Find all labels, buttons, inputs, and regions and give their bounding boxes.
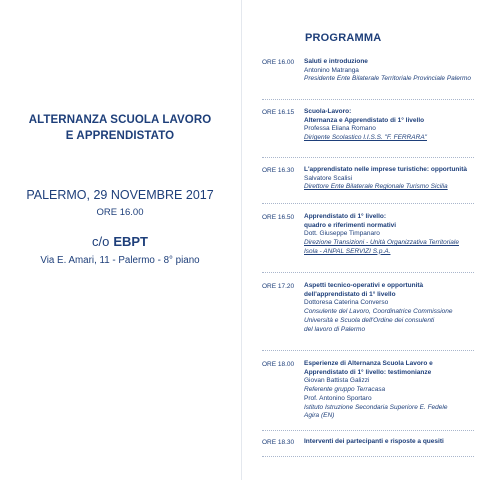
event-title-line-2: E APPRENDISTATO xyxy=(65,130,175,142)
session-body xyxy=(304,360,479,421)
session-title: Scuola-Lavoro: xyxy=(304,108,352,115)
program-heading: PROGRAMMA xyxy=(305,32,382,44)
session-time: ORE 16.50 xyxy=(262,214,295,221)
event-title-line-1: ALTERNANZA SCUOLA LAVORO xyxy=(28,114,212,126)
speaker-role: del lavoro di Palermo xyxy=(304,325,366,333)
session-divider xyxy=(262,350,474,351)
speaker-role: Isola - ANPAL SERVIZI S.p.A. xyxy=(304,247,391,255)
speaker-role: Presidente Ente Bilaterale Territoriale Provinciale Palermo xyxy=(304,75,472,83)
session-title: dell'apprendistato di 1° livello xyxy=(304,290,396,298)
session-time: ORE 18.00 xyxy=(262,361,295,368)
speaker-role: Dirigente Scolastico I.I.S.S. "F. FERRARA" xyxy=(304,134,427,142)
session-time: ORE 17.20 xyxy=(262,283,295,290)
speaker-name: Dottoresa Caterina Converso xyxy=(304,299,389,307)
session-divider xyxy=(262,99,474,100)
speaker-role: Università e Scuola dell'Ordine dei consulenti xyxy=(304,316,435,324)
speaker-name: Salvatore Scalisi xyxy=(304,174,353,182)
venue xyxy=(0,234,240,249)
session-title: Apprendistato di 1° livello: testimonianze xyxy=(304,368,432,376)
session-divider xyxy=(262,157,474,158)
session-divider xyxy=(262,430,474,431)
session-title: quadro e riferimenti normativi xyxy=(304,221,397,229)
session-divider xyxy=(262,272,474,273)
fold-divider xyxy=(241,0,242,480)
event-date: PALERMO, 29 NOVEMBRE 2017 xyxy=(26,188,214,202)
session-body xyxy=(304,282,479,334)
cover-panel xyxy=(0,0,240,480)
speaker-role: Agira (EN) xyxy=(304,412,335,420)
session-title: Apprendistato di 1° livello: xyxy=(304,213,387,220)
speaker-name: Giovan Battista Galizzi xyxy=(304,377,370,385)
session-divider xyxy=(262,203,474,204)
session-time: ORE 18.30 xyxy=(262,439,295,446)
speaker-name: Professa Eliana Romano xyxy=(304,125,376,133)
session-body xyxy=(304,166,479,192)
speaker-role: Consulente del Lavoro, Coordinatrice Commissione xyxy=(304,308,453,316)
session-title: Alternanza e Apprendistato di 1° livello xyxy=(304,116,425,124)
session-time: ORE 16.00 xyxy=(262,59,295,66)
speaker-role: Direzione Transizioni - Unità Organizzativa Territoriale xyxy=(304,239,459,247)
speaker-role: Direttore Ente Bilaterale Regionale Turismo Sicilia xyxy=(304,183,448,191)
session-title: Aspetti tecnico-operativi e opportunità xyxy=(304,282,424,289)
session-title: Saluti e introduzione xyxy=(304,58,368,65)
session-title: L'apprendistato nelle imprese turistiche: opportunità xyxy=(304,166,467,173)
event-time: ORE 16.00 xyxy=(96,207,144,218)
venue-prefix: c/o xyxy=(91,234,110,249)
session-body xyxy=(304,213,479,257)
session-title: Esperienze di Alternanza Scuola Lavoro e xyxy=(304,360,433,367)
session-body xyxy=(304,108,479,143)
session-time: ORE 16.30 xyxy=(262,167,295,174)
speaker-role: Istituto Istruzione Secondaria Superiore E. Fedele xyxy=(304,403,448,411)
session-title: Interventi dei partecipanti e risposte a quesiti xyxy=(304,438,444,445)
session-time: ORE 16.15 xyxy=(262,109,295,116)
speaker-name: Prof. Antonino Sportaro xyxy=(304,394,372,402)
venue-address: Via E. Amari, 11 - Palermo - 8° piano xyxy=(40,255,200,266)
session-divider xyxy=(262,456,474,457)
speaker-name: Antonino Matranga xyxy=(304,66,359,74)
session-body xyxy=(304,58,479,84)
session-body xyxy=(304,438,479,447)
speaker-name: Dott. Giuseppe Timpanaro xyxy=(304,230,380,238)
venue-name: EBPT xyxy=(113,234,148,249)
speaker-role: Referente gruppo Terracasa xyxy=(304,386,386,394)
